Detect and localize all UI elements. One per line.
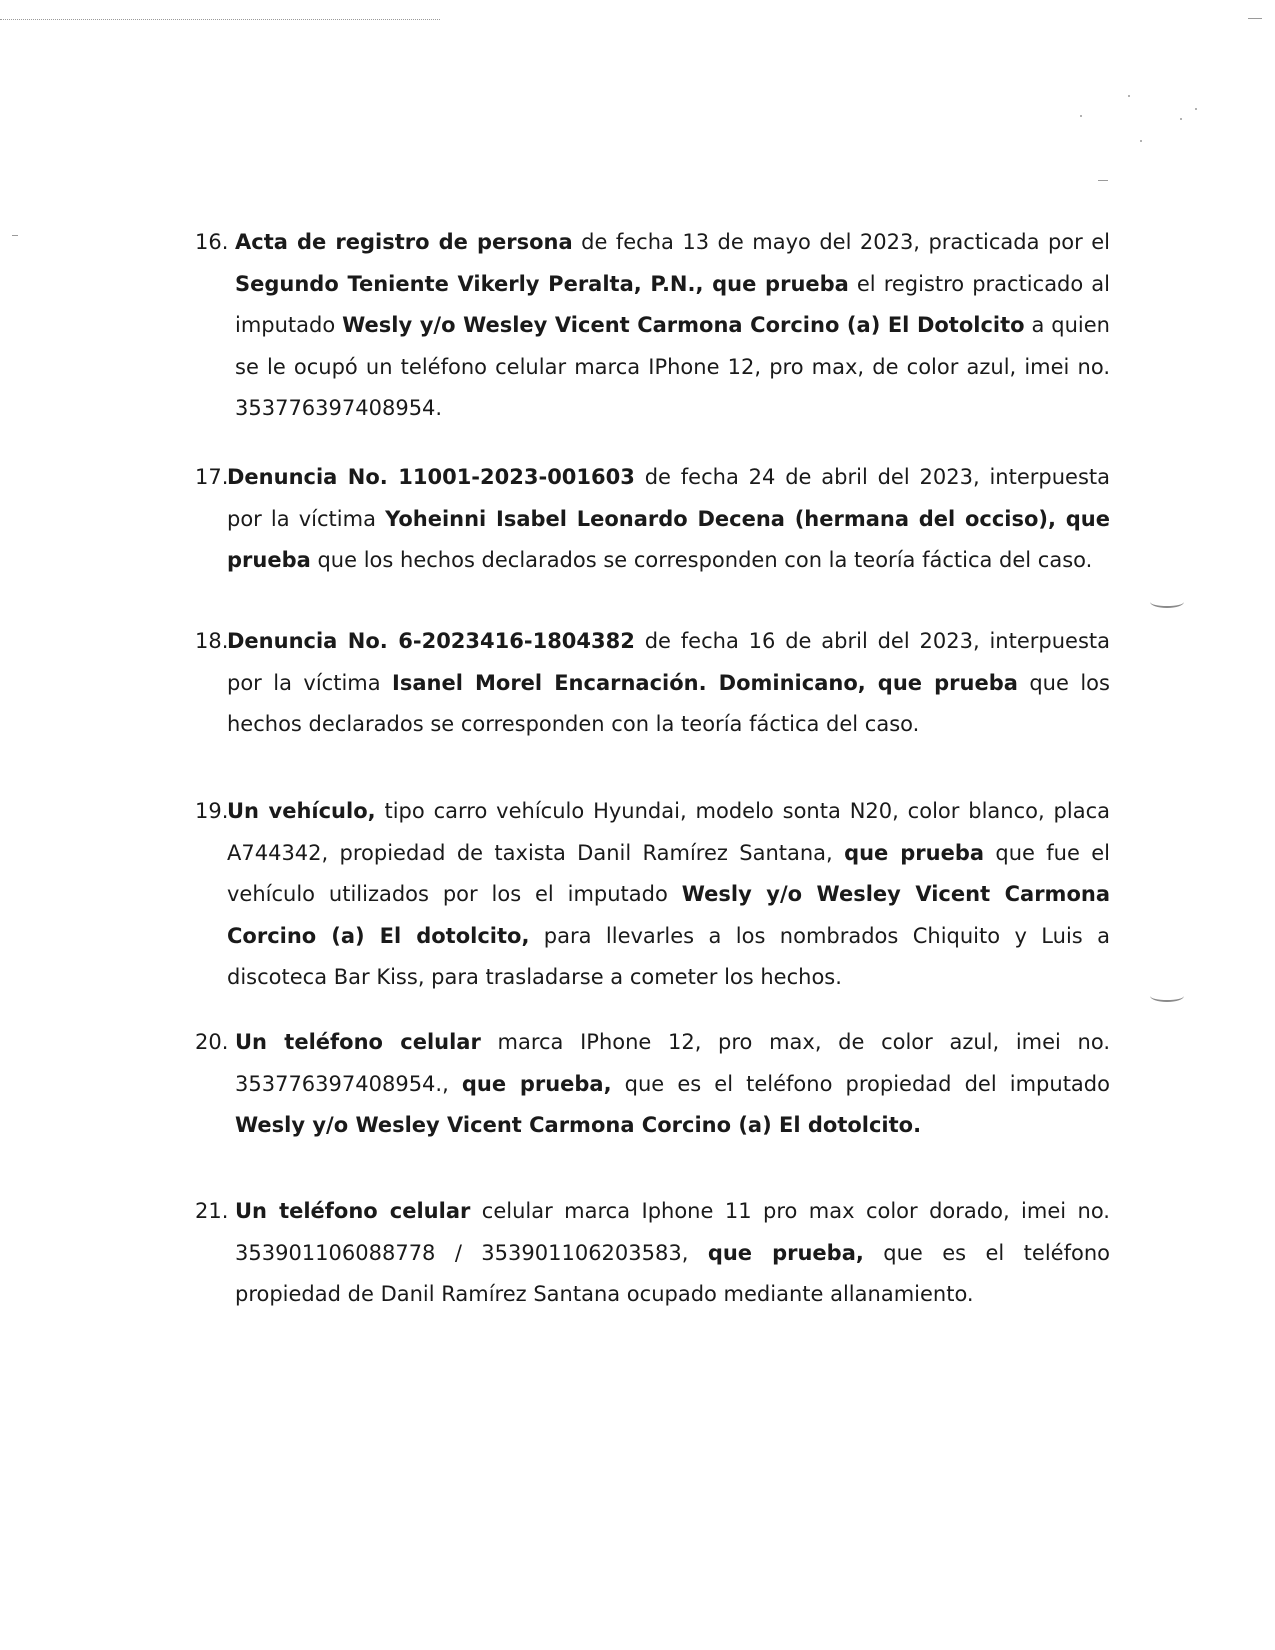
item-text-bold: Un teléfono celular [235, 1199, 471, 1223]
scan-speck [1140, 140, 1142, 142]
scan-artifact-top-right-mark [1248, 18, 1262, 19]
item-body [227, 457, 1110, 582]
item-body [227, 621, 1110, 746]
item-text: de fecha 13 de mayo del 2023, practicada por el [572, 230, 1110, 254]
item-text: que es el teléfono propiedad del imputado [611, 1071, 1110, 1096]
item-text-bold: Wesly y/o Wesley Vicent Carmona Corcino (a) El dotolcito. [235, 1113, 922, 1137]
evidence-item [195, 222, 1110, 430]
item-text: a quien se le ocupó un teléfono celular marca IPhone 12, pro max, de color azul, imei no. 353776397408954. [235, 313, 1110, 420]
item-text: que fue el vehículo utilizados por los el imputado [227, 840, 1110, 906]
staple-mark [1150, 596, 1184, 608]
item-number: 20. [195, 1030, 229, 1054]
item-text-bold: Acta de registro de persona [235, 230, 573, 254]
staple-mark [1150, 990, 1184, 1002]
item-number: 18. [195, 629, 229, 653]
item-text-bold: Denuncia No. 11001-2023-001603 [227, 465, 635, 489]
item-text: tipo carro vehículo Hyundai, modelo sonta N20, color blanco, placa A744342, propiedad de taxista Danil Ramírez Santana, [227, 799, 1111, 865]
item-number: 16. [195, 230, 229, 254]
item-body [227, 791, 1110, 999]
item-text-bold: que prueba, [461, 1071, 612, 1096]
item-text: que los hechos declarados se corresponden con la teoría fáctica del caso. [227, 670, 1110, 736]
scan-speck [1195, 108, 1197, 110]
evidence-item [195, 1191, 1110, 1316]
evidence-item [195, 621, 1110, 746]
item-text-bold: Un teléfono celular [235, 1030, 481, 1054]
item-text: el registro practicado al imputado [235, 271, 1110, 337]
scan-artifact-dash [1098, 180, 1108, 181]
item-text: de fecha 16 de abril del 2023, interpuesta por la víctima [227, 629, 1111, 695]
item-number: 21. [195, 1199, 229, 1223]
evidence-item [195, 457, 1110, 582]
evidence-item [195, 1022, 1110, 1147]
item-body [235, 222, 1110, 430]
item-text-bold: Wesly y/o Wesley Vicent Carmona Corcino (a) El Dotolcito [342, 313, 1025, 337]
item-body [235, 1022, 1110, 1147]
item-body [235, 1191, 1110, 1316]
item-text-bold: que prueba [844, 840, 985, 865]
item-text: celular marca Iphone 11 pro max color dorado, imei no. 353901106088778 / 353901106203583, [235, 1199, 1110, 1265]
item-text-bold: que prueba, [707, 1240, 864, 1265]
item-text: marca IPhone 12, pro max, de color azul, imei no. 353776397408954., [235, 1030, 1111, 1096]
item-text-bold: Wesly y/o Wesley Vicent Carmona Corcino (a) El dotolcito, [227, 882, 1110, 948]
item-text: que es el teléfono propiedad de Danil Ramírez Santana ocupado mediante allanamiento. [235, 1240, 1110, 1306]
item-number: 17. [195, 465, 229, 489]
item-text: para llevarles a los nombrados Chiquito y Luis a discoteca Bar Kiss, para trasladarse a cometer los hechos. [227, 923, 1110, 989]
item-text-bold: Yoheinni Isabel Leonardo Decena (hermana del occiso), que prueba [227, 506, 1110, 572]
item-text-bold: Isanel Morel Encarnación. Dominicano, que prueba [392, 670, 1018, 695]
item-text: que los hechos declarados se corresponden con la teoría fáctica del caso. [310, 548, 1093, 572]
item-text-bold: Denuncia No. 6-2023416-1804382 [227, 629, 635, 653]
item-number: 19. [195, 799, 229, 823]
scan-speck [1080, 115, 1082, 117]
scan-artifact-top-line [0, 19, 440, 20]
item-text-bold: Segundo Teniente Vikerly Peralta, P.N., que prueba [235, 271, 849, 296]
evidence-item [195, 791, 1110, 999]
item-text-bold: Un vehículo, [227, 799, 376, 823]
scan-speck [1128, 95, 1130, 97]
scan-speck [1180, 118, 1182, 120]
scan-artifact-dash [12, 235, 18, 236]
item-text: de fecha 24 de abril del 2023, interpuesta por la víctima [227, 465, 1111, 531]
